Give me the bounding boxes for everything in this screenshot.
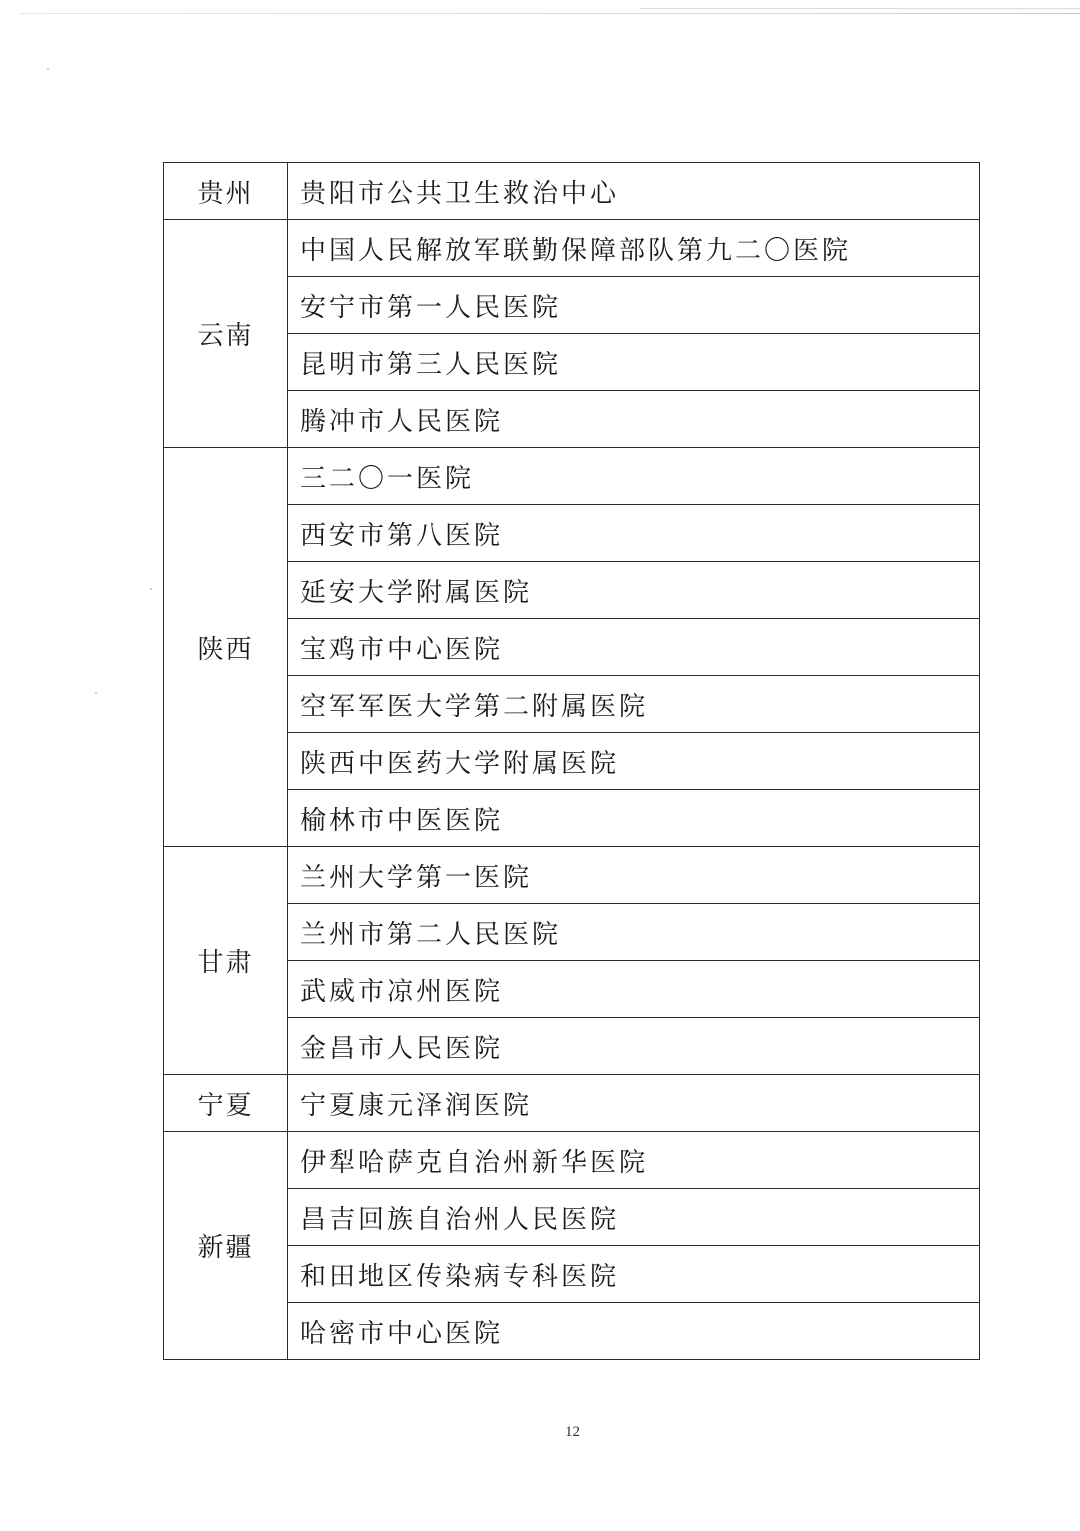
table-row <box>164 847 980 904</box>
hospital-name-cell: 和田地区传染病专科医院 <box>288 1246 980 1303</box>
hospital-name-cell: 哈密市中心医院 <box>288 1303 980 1360</box>
hospital-name-cell: 腾冲市人民医院 <box>288 391 980 448</box>
hospital-table-body <box>164 163 980 1360</box>
scan-speck <box>95 692 97 694</box>
province-cell: 贵州 <box>164 163 288 220</box>
table-row <box>164 220 980 277</box>
hospital-table <box>163 162 980 1360</box>
province-cell: 云南 <box>164 220 288 448</box>
hospital-name-cell: 安宁市第一人民医院 <box>288 277 980 334</box>
page-number: 12 <box>565 1424 580 1440</box>
hospital-name-cell: 延安大学附属医院 <box>288 562 980 619</box>
hospital-name-cell: 武威市凉州医院 <box>288 961 980 1018</box>
hospital-name-cell: 兰州市第二人民医院 <box>288 904 980 961</box>
table-row <box>164 1132 980 1189</box>
hospital-name-cell: 兰州大学第一医院 <box>288 847 980 904</box>
table-row <box>164 1075 980 1132</box>
scan-speck <box>150 588 152 590</box>
hospital-name-cell: 西安市第八医院 <box>288 505 980 562</box>
hospital-name-cell: 金昌市人民医院 <box>288 1018 980 1075</box>
hospital-name-cell: 陕西中医药大学附属医院 <box>288 733 980 790</box>
hospital-name-cell: 宁夏康元泽润医院 <box>288 1075 980 1132</box>
hospital-name-cell: 昌吉回族自治州人民医院 <box>288 1189 980 1246</box>
hospital-name-cell: 宝鸡市中心医院 <box>288 619 980 676</box>
hospital-name-cell: 空军军医大学第二附属医院 <box>288 676 980 733</box>
hospital-name-cell: 中国人民解放军联勤保障部队第九二〇医院 <box>288 220 980 277</box>
province-cell: 陕西 <box>164 448 288 847</box>
scan-edge-line <box>640 8 1080 9</box>
province-cell: 甘肃 <box>164 847 288 1075</box>
hospital-name-cell: 贵阳市公共卫生救治中心 <box>288 163 980 220</box>
province-cell: 新疆 <box>164 1132 288 1360</box>
scan-speck <box>47 68 49 70</box>
scan-edge-line <box>20 13 1080 14</box>
province-cell: 宁夏 <box>164 1075 288 1132</box>
hospital-name-cell: 伊犁哈萨克自治州新华医院 <box>288 1132 980 1189</box>
hospital-name-cell: 榆林市中医医院 <box>288 790 980 847</box>
table-row <box>164 448 980 505</box>
table-row <box>164 163 980 220</box>
hospital-name-cell: 昆明市第三人民医院 <box>288 334 980 391</box>
hospital-name-cell: 三二〇一医院 <box>288 448 980 505</box>
